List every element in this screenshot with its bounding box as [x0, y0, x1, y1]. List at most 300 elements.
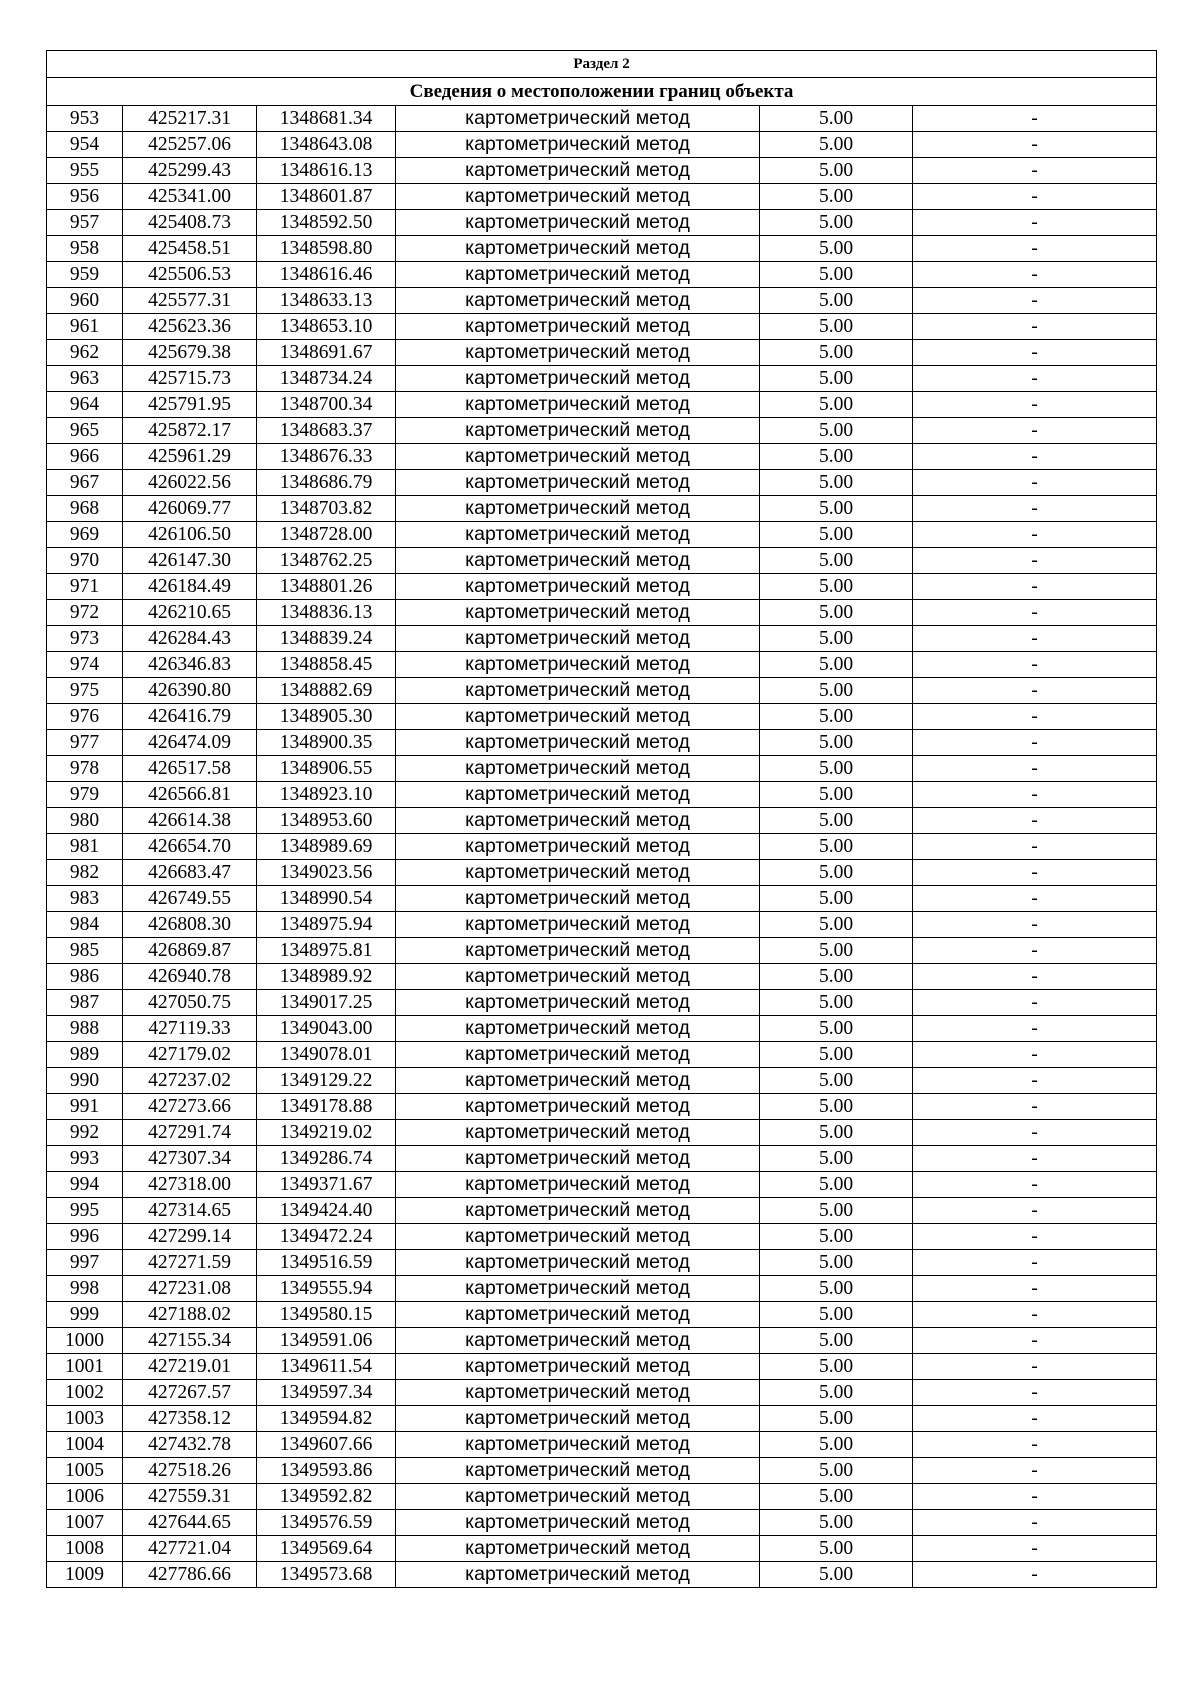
method-cell: картометрический метод [396, 964, 760, 990]
point-number-cell: 991 [47, 1094, 123, 1120]
table-row [47, 392, 1157, 418]
coordinate-x-cell: 425961.29 [123, 444, 257, 470]
accuracy-cell: 5.00 [760, 1302, 913, 1328]
description-cell: - [913, 184, 1157, 210]
description-cell: - [913, 1536, 1157, 1562]
point-number-cell: 969 [47, 522, 123, 548]
table-row [47, 236, 1157, 262]
point-number-cell: 989 [47, 1042, 123, 1068]
point-number-cell: 961 [47, 314, 123, 340]
accuracy-cell: 5.00 [760, 392, 913, 418]
accuracy-cell: 5.00 [760, 1562, 913, 1588]
coordinate-x-cell: 427273.66 [123, 1094, 257, 1120]
table-row [47, 288, 1157, 314]
description-cell: - [913, 496, 1157, 522]
point-number-cell: 1008 [47, 1536, 123, 1562]
description-cell: - [913, 1562, 1157, 1588]
point-number-cell: 955 [47, 158, 123, 184]
table-row [47, 574, 1157, 600]
coordinate-y-cell: 1349017.25 [257, 990, 396, 1016]
method-cell: картометрический метод [396, 1562, 760, 1588]
table-row [47, 548, 1157, 574]
description-cell: - [913, 522, 1157, 548]
description-cell: - [913, 1432, 1157, 1458]
coordinate-x-cell: 426022.56 [123, 470, 257, 496]
coordinate-x-cell: 425791.95 [123, 392, 257, 418]
coordinate-y-cell: 1349607.66 [257, 1432, 396, 1458]
table-row [47, 886, 1157, 912]
description-cell: - [913, 574, 1157, 600]
coordinate-x-cell: 425341.00 [123, 184, 257, 210]
section-header-row [47, 51, 1157, 78]
table-row [47, 1198, 1157, 1224]
accuracy-cell: 5.00 [760, 990, 913, 1016]
point-number-cell: 1006 [47, 1484, 123, 1510]
accuracy-cell: 5.00 [760, 288, 913, 314]
description-cell: - [913, 964, 1157, 990]
table-row [47, 1120, 1157, 1146]
description-cell: - [913, 548, 1157, 574]
point-number-cell: 954 [47, 132, 123, 158]
coordinate-x-cell: 426184.49 [123, 574, 257, 600]
accuracy-cell: 5.00 [760, 1458, 913, 1484]
accuracy-cell: 5.00 [760, 808, 913, 834]
coordinate-y-cell: 1348905.30 [257, 704, 396, 730]
table-row [47, 1510, 1157, 1536]
coordinate-y-cell: 1348801.26 [257, 574, 396, 600]
coordinate-y-cell: 1349286.74 [257, 1146, 396, 1172]
coordinate-y-cell: 1348681.34 [257, 106, 396, 132]
point-number-cell: 1004 [47, 1432, 123, 1458]
point-number-cell: 966 [47, 444, 123, 470]
description-cell: - [913, 600, 1157, 626]
coordinate-x-cell: 426654.70 [123, 834, 257, 860]
method-cell: картометрический метод [396, 132, 760, 158]
coordinate-y-cell: 1348592.50 [257, 210, 396, 236]
method-cell: картометрический метод [396, 522, 760, 548]
method-cell: картометрический метод [396, 1068, 760, 1094]
coordinate-y-cell: 1349573.68 [257, 1562, 396, 1588]
coordinate-y-cell: 1349472.24 [257, 1224, 396, 1250]
point-number-cell: 983 [47, 886, 123, 912]
coordinate-x-cell: 427721.04 [123, 1536, 257, 1562]
accuracy-cell: 5.00 [760, 158, 913, 184]
accuracy-cell: 5.00 [760, 1328, 913, 1354]
description-cell: - [913, 1276, 1157, 1302]
table-row [47, 1458, 1157, 1484]
accuracy-cell: 5.00 [760, 964, 913, 990]
accuracy-cell: 5.00 [760, 184, 913, 210]
accuracy-cell: 5.00 [760, 938, 913, 964]
description-cell: - [913, 158, 1157, 184]
coordinate-y-cell: 1348990.54 [257, 886, 396, 912]
description-cell: - [913, 1068, 1157, 1094]
coordinate-x-cell: 425408.73 [123, 210, 257, 236]
description-cell: - [913, 236, 1157, 262]
table-row [47, 1406, 1157, 1432]
method-cell: картометрический метод [396, 1120, 760, 1146]
description-cell: - [913, 1328, 1157, 1354]
method-cell: картометрический метод [396, 782, 760, 808]
method-cell: картометрический метод [396, 236, 760, 262]
description-cell: - [913, 1224, 1157, 1250]
accuracy-cell: 5.00 [760, 912, 913, 938]
table-body [47, 51, 1157, 1588]
table-row [47, 340, 1157, 366]
coordinate-y-cell: 1348906.55 [257, 756, 396, 782]
table-row [47, 210, 1157, 236]
description-cell: - [913, 1458, 1157, 1484]
accuracy-cell: 5.00 [760, 1172, 913, 1198]
coordinate-x-cell: 427518.26 [123, 1458, 257, 1484]
coordinate-x-cell: 426566.81 [123, 782, 257, 808]
method-cell: картометрический метод [396, 1016, 760, 1042]
table-row [47, 1432, 1157, 1458]
point-number-cell: 1002 [47, 1380, 123, 1406]
coordinate-y-cell: 1348653.10 [257, 314, 396, 340]
point-number-cell: 974 [47, 652, 123, 678]
accuracy-cell: 5.00 [760, 470, 913, 496]
accuracy-cell: 5.00 [760, 340, 913, 366]
coordinate-y-cell: 1348882.69 [257, 678, 396, 704]
coordinate-y-cell: 1349219.02 [257, 1120, 396, 1146]
point-number-cell: 972 [47, 600, 123, 626]
table-row [47, 522, 1157, 548]
coordinate-y-cell: 1349043.00 [257, 1016, 396, 1042]
table-row [47, 938, 1157, 964]
method-cell: картометрический метод [396, 704, 760, 730]
coordinate-x-cell: 427559.31 [123, 1484, 257, 1510]
coordinate-x-cell: 426416.79 [123, 704, 257, 730]
description-cell: - [913, 1016, 1157, 1042]
method-cell: картометрический метод [396, 470, 760, 496]
method-cell: картометрический метод [396, 600, 760, 626]
description-cell: - [913, 912, 1157, 938]
coordinate-y-cell: 1348686.79 [257, 470, 396, 496]
coordinate-x-cell: 427231.08 [123, 1276, 257, 1302]
point-number-cell: 971 [47, 574, 123, 600]
coordinate-x-cell: 426210.65 [123, 600, 257, 626]
description-cell: - [913, 938, 1157, 964]
description-cell: - [913, 132, 1157, 158]
method-cell: картометрический метод [396, 444, 760, 470]
method-cell: картометрический метод [396, 106, 760, 132]
accuracy-cell: 5.00 [760, 782, 913, 808]
table-row [47, 1562, 1157, 1588]
table-row [47, 1484, 1157, 1510]
accuracy-cell: 5.00 [760, 1198, 913, 1224]
section-label: Раздел 2 [47, 51, 1157, 78]
coordinate-x-cell: 427271.59 [123, 1250, 257, 1276]
method-cell: картометрический метод [396, 1432, 760, 1458]
table-row [47, 860, 1157, 886]
coordinate-x-cell: 425715.73 [123, 366, 257, 392]
table-row [47, 600, 1157, 626]
coordinate-x-cell: 426683.47 [123, 860, 257, 886]
coordinate-y-cell: 1349555.94 [257, 1276, 396, 1302]
table-row [47, 1094, 1157, 1120]
table-row [47, 756, 1157, 782]
coordinate-x-cell: 426069.77 [123, 496, 257, 522]
method-cell: картометрический метод [396, 184, 760, 210]
point-number-cell: 970 [47, 548, 123, 574]
description-cell: - [913, 1484, 1157, 1510]
coordinate-y-cell: 1348700.34 [257, 392, 396, 418]
coordinate-y-cell: 1348676.33 [257, 444, 396, 470]
point-number-cell: 994 [47, 1172, 123, 1198]
table-row [47, 1302, 1157, 1328]
coordinate-y-cell: 1348601.87 [257, 184, 396, 210]
coordinate-x-cell: 426614.38 [123, 808, 257, 834]
table-row [47, 184, 1157, 210]
accuracy-cell: 5.00 [760, 678, 913, 704]
coordinate-y-cell: 1349592.82 [257, 1484, 396, 1510]
accuracy-cell: 5.00 [760, 314, 913, 340]
accuracy-cell: 5.00 [760, 1406, 913, 1432]
description-cell: - [913, 860, 1157, 886]
description-cell: - [913, 1302, 1157, 1328]
coordinate-y-cell: 1348900.35 [257, 730, 396, 756]
coordinate-y-cell: 1349424.40 [257, 1198, 396, 1224]
coordinate-x-cell: 427267.57 [123, 1380, 257, 1406]
boundary-points-table [46, 50, 1157, 1588]
accuracy-cell: 5.00 [760, 1380, 913, 1406]
table-row [47, 1016, 1157, 1042]
accuracy-cell: 5.00 [760, 366, 913, 392]
coordinate-x-cell: 427358.12 [123, 1406, 257, 1432]
method-cell: картометрический метод [396, 652, 760, 678]
method-cell: картометрический метод [396, 574, 760, 600]
description-cell: - [913, 444, 1157, 470]
description-cell: - [913, 834, 1157, 860]
coordinate-y-cell: 1349129.22 [257, 1068, 396, 1094]
point-number-cell: 958 [47, 236, 123, 262]
coordinate-x-cell: 426517.58 [123, 756, 257, 782]
accuracy-cell: 5.00 [760, 418, 913, 444]
coordinate-x-cell: 425679.38 [123, 340, 257, 366]
coordinate-x-cell: 427188.02 [123, 1302, 257, 1328]
method-cell: картометрический метод [396, 990, 760, 1016]
point-number-cell: 988 [47, 1016, 123, 1042]
method-cell: картометрический метод [396, 730, 760, 756]
table-row [47, 1146, 1157, 1172]
method-cell: картометрический метод [396, 418, 760, 444]
method-cell: картометрический метод [396, 1094, 760, 1120]
table-row [47, 912, 1157, 938]
table-row [47, 444, 1157, 470]
table-row [47, 964, 1157, 990]
coordinate-x-cell: 426749.55 [123, 886, 257, 912]
coordinate-y-cell: 1348683.37 [257, 418, 396, 444]
coordinate-y-cell: 1348734.24 [257, 366, 396, 392]
method-cell: картометрический метод [396, 1354, 760, 1380]
coordinate-y-cell: 1349516.59 [257, 1250, 396, 1276]
method-cell: картометрический метод [396, 626, 760, 652]
description-cell: - [913, 730, 1157, 756]
coordinate-x-cell: 426390.80 [123, 678, 257, 704]
point-number-cell: 979 [47, 782, 123, 808]
method-cell: картометрический метод [396, 1536, 760, 1562]
coordinate-y-cell: 1348643.08 [257, 132, 396, 158]
description-cell: - [913, 808, 1157, 834]
point-number-cell: 968 [47, 496, 123, 522]
method-cell: картометрический метод [396, 1380, 760, 1406]
point-number-cell: 990 [47, 1068, 123, 1094]
point-number-cell: 985 [47, 938, 123, 964]
description-cell: - [913, 314, 1157, 340]
coordinate-y-cell: 1349078.01 [257, 1042, 396, 1068]
accuracy-cell: 5.00 [760, 704, 913, 730]
accuracy-cell: 5.00 [760, 1354, 913, 1380]
point-number-cell: 981 [47, 834, 123, 860]
method-cell: картометрический метод [396, 1458, 760, 1484]
coordinate-y-cell: 1348858.45 [257, 652, 396, 678]
accuracy-cell: 5.00 [760, 574, 913, 600]
coordinate-x-cell: 427786.66 [123, 1562, 257, 1588]
coordinate-x-cell: 426869.87 [123, 938, 257, 964]
point-number-cell: 998 [47, 1276, 123, 1302]
coordinate-x-cell: 425299.43 [123, 158, 257, 184]
table-row [47, 314, 1157, 340]
table-row [47, 730, 1157, 756]
coordinate-y-cell: 1348975.81 [257, 938, 396, 964]
accuracy-cell: 5.00 [760, 860, 913, 886]
method-cell: картометрический метод [396, 210, 760, 236]
description-cell: - [913, 756, 1157, 782]
accuracy-cell: 5.00 [760, 600, 913, 626]
coordinate-x-cell: 426808.30 [123, 912, 257, 938]
table-row [47, 652, 1157, 678]
coordinate-y-cell: 1348953.60 [257, 808, 396, 834]
description-cell: - [913, 392, 1157, 418]
description-cell: - [913, 990, 1157, 1016]
description-cell: - [913, 626, 1157, 652]
coordinate-y-cell: 1348923.10 [257, 782, 396, 808]
coordinate-y-cell: 1349023.56 [257, 860, 396, 886]
coordinate-y-cell: 1348703.82 [257, 496, 396, 522]
accuracy-cell: 5.00 [760, 106, 913, 132]
coordinate-x-cell: 425506.53 [123, 262, 257, 288]
coordinate-x-cell: 425217.31 [123, 106, 257, 132]
coordinate-y-cell: 1348598.80 [257, 236, 396, 262]
table-row [47, 1224, 1157, 1250]
table-row [47, 678, 1157, 704]
table-row [47, 106, 1157, 132]
table-row [47, 990, 1157, 1016]
point-number-cell: 980 [47, 808, 123, 834]
coordinate-y-cell: 1349371.67 [257, 1172, 396, 1198]
table-row [47, 366, 1157, 392]
coordinate-y-cell: 1349591.06 [257, 1328, 396, 1354]
method-cell: картометрический метод [396, 834, 760, 860]
point-number-cell: 956 [47, 184, 123, 210]
point-number-cell: 962 [47, 340, 123, 366]
coordinate-y-cell: 1349569.64 [257, 1536, 396, 1562]
description-cell: - [913, 704, 1157, 730]
coordinate-x-cell: 426346.83 [123, 652, 257, 678]
method-cell: картометрический метод [396, 548, 760, 574]
accuracy-cell: 5.00 [760, 1276, 913, 1302]
method-cell: картометрический метод [396, 912, 760, 938]
description-cell: - [913, 652, 1157, 678]
method-cell: картометрический метод [396, 496, 760, 522]
accuracy-cell: 5.00 [760, 1250, 913, 1276]
table-row [47, 1250, 1157, 1276]
accuracy-cell: 5.00 [760, 210, 913, 236]
method-cell: картометрический метод [396, 1198, 760, 1224]
point-number-cell: 986 [47, 964, 123, 990]
accuracy-cell: 5.00 [760, 1536, 913, 1562]
coordinate-x-cell: 427307.34 [123, 1146, 257, 1172]
method-cell: картометрический метод [396, 756, 760, 782]
coordinate-x-cell: 427318.00 [123, 1172, 257, 1198]
coordinate-y-cell: 1348762.25 [257, 548, 396, 574]
point-number-cell: 977 [47, 730, 123, 756]
coordinate-x-cell: 425257.06 [123, 132, 257, 158]
coordinate-x-cell: 426106.50 [123, 522, 257, 548]
coordinate-y-cell: 1348975.94 [257, 912, 396, 938]
accuracy-cell: 5.00 [760, 1224, 913, 1250]
description-cell: - [913, 288, 1157, 314]
coordinate-y-cell: 1349593.86 [257, 1458, 396, 1484]
description-cell: - [913, 1094, 1157, 1120]
point-number-cell: 967 [47, 470, 123, 496]
coordinate-x-cell: 425458.51 [123, 236, 257, 262]
coordinate-x-cell: 427237.02 [123, 1068, 257, 1094]
table-row [47, 834, 1157, 860]
method-cell: картометрический метод [396, 1172, 760, 1198]
point-number-cell: 959 [47, 262, 123, 288]
coordinate-y-cell: 1348691.67 [257, 340, 396, 366]
point-number-cell: 1000 [47, 1328, 123, 1354]
table-row [47, 1276, 1157, 1302]
method-cell: картометрический метод [396, 1146, 760, 1172]
description-cell: - [913, 366, 1157, 392]
description-cell: - [913, 886, 1157, 912]
method-cell: картометрический метод [396, 860, 760, 886]
description-cell: - [913, 1172, 1157, 1198]
accuracy-cell: 5.00 [760, 730, 913, 756]
point-number-cell: 992 [47, 1120, 123, 1146]
table-row [47, 1172, 1157, 1198]
accuracy-cell: 5.00 [760, 1042, 913, 1068]
description-cell: - [913, 1042, 1157, 1068]
table-row [47, 704, 1157, 730]
description-cell: - [913, 1198, 1157, 1224]
description-cell: - [913, 782, 1157, 808]
description-cell: - [913, 470, 1157, 496]
coordinate-y-cell: 1349580.15 [257, 1302, 396, 1328]
table-title: Сведения о местоположении границ объекта [47, 78, 1157, 106]
method-cell: картометрический метод [396, 1302, 760, 1328]
document-page [46, 50, 1156, 1588]
coordinate-y-cell: 1348616.46 [257, 262, 396, 288]
table-row [47, 1068, 1157, 1094]
point-number-cell: 995 [47, 1198, 123, 1224]
table-row [47, 1042, 1157, 1068]
description-cell: - [913, 1146, 1157, 1172]
accuracy-cell: 5.00 [760, 1510, 913, 1536]
coordinate-y-cell: 1348633.13 [257, 288, 396, 314]
accuracy-cell: 5.00 [760, 652, 913, 678]
coordinate-y-cell: 1349576.59 [257, 1510, 396, 1536]
coordinate-x-cell: 425577.31 [123, 288, 257, 314]
coordinate-x-cell: 427119.33 [123, 1016, 257, 1042]
coordinate-x-cell: 427644.65 [123, 1510, 257, 1536]
accuracy-cell: 5.00 [760, 1120, 913, 1146]
point-number-cell: 1001 [47, 1354, 123, 1380]
accuracy-cell: 5.00 [760, 522, 913, 548]
